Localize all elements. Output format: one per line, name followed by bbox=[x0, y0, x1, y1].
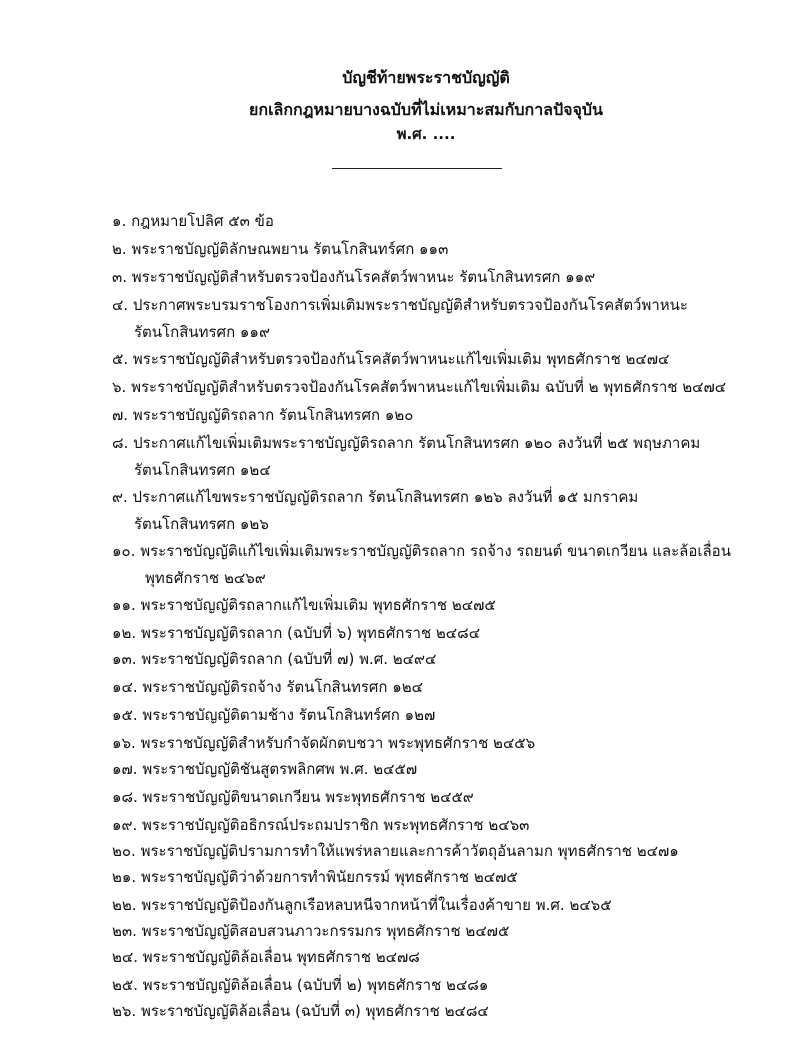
item-text: ประกาศพระบรมราชโองการเพิ่มเติมพระราชบัญญัติสำหรับตรวจป้องกันโรคสัตว์พาหนะ bbox=[132, 296, 688, 314]
list-item bbox=[112, 892, 792, 919]
title-line-2: ยกเลิกกฎหมายบางฉบับที่ไม่เหมาะสมกับกาลปัจจุบัน bbox=[249, 100, 603, 119]
list-item bbox=[112, 918, 792, 945]
item-text: พระราชบัญญัติรถลากแก้ไขเพิ่มเติม พุทธศักราช ๒๔๗๕ bbox=[140, 596, 496, 614]
item-text: พระราชบัญญัติแก้ไขเพิ่มเติมพระราชบัญญัติรถลาก รถจ้าง รถยนต์ ขนาดเกวียน และล้อเลื่อน bbox=[140, 542, 731, 560]
item-text: พระราชบัญญัติอธิกรณ์ประถมปราชิก พระพุทธศักราช ๒๔๖๓ bbox=[142, 816, 530, 834]
item-text: พระราชบัญญัติสำหรับตรวจป้องกันโรคสัตว์พาหนะ รัตนโกสินทรศก ๑๑๙ bbox=[131, 268, 596, 286]
list-item bbox=[112, 592, 792, 619]
list-item bbox=[112, 374, 792, 401]
item-number: ๒๔. bbox=[112, 948, 143, 966]
list-item bbox=[112, 402, 792, 429]
item-continuation: พุทธศักราช ๒๔๖๙ bbox=[145, 569, 266, 587]
item-number: ๑๘. bbox=[112, 788, 143, 806]
item-number: ๑๕. bbox=[112, 706, 143, 724]
list-item bbox=[112, 730, 792, 757]
item-number: ๑๓. bbox=[112, 650, 142, 668]
list-item bbox=[112, 944, 792, 971]
list-item bbox=[112, 264, 792, 291]
list-item bbox=[112, 702, 792, 729]
list-item bbox=[112, 208, 792, 235]
list-item bbox=[112, 812, 792, 839]
item-text: พระราชบัญญัติสำหรับตรวจป้องกันโรคสัตว์พาหนะแก้ไขเพิ่มเติม พุทธศักราช ๒๔๗๔ bbox=[132, 350, 670, 368]
list-item bbox=[112, 484, 792, 538]
item-text: พระราชบัญญัติสำหรับตรวจป้องกันโรคสัตว์พาหนะแก้ไขเพิ่มเติม ฉบับที่ ๒ พุทธศักราช ๒๔๗๔ bbox=[131, 378, 727, 396]
item-number: ๗. bbox=[112, 406, 133, 424]
item-number: ๒๑. bbox=[112, 868, 141, 886]
item-number: ๑๒. bbox=[112, 624, 141, 642]
item-number: ๑๙. bbox=[112, 816, 143, 834]
item-number: ๑๔. bbox=[112, 678, 143, 696]
item-number: ๔. bbox=[112, 296, 133, 314]
item-number: ๒๖. bbox=[112, 1002, 141, 1020]
item-number: ๒๒. bbox=[112, 896, 142, 914]
item-text: พระราชบัญญัติปรามการทำให้แพร่หลายและการค้าวัตถุอันลามก พุทธศักราช ๒๔๗๑ bbox=[140, 842, 679, 860]
item-continuation: รัตนโกสินทรศก ๑๒๔ bbox=[134, 461, 271, 479]
item-text: พระราชบัญญัติล้อเลื่อน (ฉบับที่ ๓) พุทธศักราช ๒๔๘๔ bbox=[140, 1002, 489, 1020]
list-item bbox=[112, 972, 792, 999]
item-text: พระราชบัญญัติรถจ้าง รัตนโกสินทรศก ๑๒๔ bbox=[142, 678, 424, 696]
item-number: ๑๐. bbox=[112, 542, 141, 560]
item-text: พระราชบัญญัติรถลาก (ฉบับที่ ๗) พ.ศ. ๒๔๙๔ bbox=[141, 650, 437, 668]
item-continuation: รัตนโกสินทรศก ๑๑๙ bbox=[134, 323, 270, 341]
list-item bbox=[112, 674, 792, 701]
item-text: พระราชบัญญัติล้อเลื่อน (ฉบับที่ ๒) พุทธศักราช ๒๔๘๑ bbox=[142, 976, 489, 994]
list-item bbox=[112, 838, 792, 865]
item-text: พระราชบัญญัติลักษณพยาน รัตนโกสินทร์ศก ๑๑๓ bbox=[131, 240, 449, 258]
list-item bbox=[112, 430, 792, 484]
item-text: พระราชบัญญัติว่าด้วยการทำพินัยกรรม์ พุทธศักราช ๒๔๗๕ bbox=[140, 868, 518, 886]
item-number: ๖. bbox=[112, 378, 132, 396]
item-text: พระราชบัญญัติสอบสวนภาวะกรรมกร พุทธศักราช ๒๔๗๕ bbox=[141, 922, 510, 940]
item-number: ๒๕. bbox=[112, 976, 143, 994]
item-text: พระราชบัญญัติสำหรับกำจัดผักตบชวา พระพุทธศักราช ๒๔๕๖ bbox=[140, 734, 536, 752]
list-item bbox=[112, 998, 792, 1025]
item-number: ๒๐. bbox=[112, 842, 141, 860]
item-number: ๒๓. bbox=[112, 922, 142, 940]
list-item bbox=[112, 538, 792, 592]
item-continuation: รัตนโกสินทรศก ๑๒๖ bbox=[134, 515, 269, 533]
item-text: พระราชบัญญัติล้อเลื่อน พุทธศักราช ๒๔๗๘ bbox=[142, 948, 420, 966]
item-text: กฎหมายโปลิศ ๕๓ ข้อ bbox=[131, 212, 274, 230]
list-item bbox=[112, 346, 792, 373]
list-item bbox=[112, 620, 792, 647]
list-item bbox=[112, 756, 792, 783]
title-line-3: พ.ศ. .... bbox=[396, 125, 456, 143]
item-number: ๑๗. bbox=[112, 760, 143, 778]
item-number: ๑. bbox=[112, 212, 132, 230]
item-text: พระราชบัญญัติชันสูตรพลิกศพ พ.ศ. ๒๔๕๗ bbox=[142, 760, 418, 778]
item-number: ๑๑. bbox=[112, 596, 141, 614]
title-line-1: บัญชีท้ายพระราชบัญญัติ bbox=[342, 68, 510, 87]
item-number: ๓. bbox=[112, 268, 132, 286]
item-number: ๕. bbox=[112, 350, 133, 368]
list-item bbox=[112, 646, 792, 673]
item-text: พระราชบัญญัติตามช้าง รัตนโกสินทร์ศก ๑๒๗ bbox=[142, 706, 436, 724]
list-item bbox=[112, 784, 792, 811]
item-text: ประกาศแก้ไขเพิ่มเติมพระราชบัญญัติรถลาก รัตนโกสินทรศก ๑๒๐ ลงวันที่ ๒๕ พฤษภาคม bbox=[133, 434, 701, 452]
list-item bbox=[112, 864, 792, 891]
item-text: พระราชบัญญัติขนาดเกวียน พระพุทธศักราช ๒๔๕๙ bbox=[142, 788, 474, 806]
title-underline bbox=[332, 168, 502, 169]
item-text: พระราชบัญญัติป้องกันลูกเรือหลบหนีจากหน้าที่ในเรื่องค้าขาย พ.ศ. ๒๔๖๕ bbox=[141, 896, 612, 914]
item-number: ๙. bbox=[112, 488, 133, 506]
item-number: ๘. bbox=[112, 434, 134, 452]
item-number: ๒. bbox=[112, 240, 132, 258]
list-item bbox=[112, 236, 792, 263]
item-text: พระราชบัญญัติรถลาก รัตนโกสินทรศก ๑๒๐ bbox=[132, 406, 414, 424]
list-item bbox=[112, 292, 792, 346]
item-text: ประกาศแก้ไขพระราชบัญญัติรถลาก รัตนโกสินทรศก ๑๒๖ ลงวันที่ ๑๕ มกราคม bbox=[132, 488, 639, 506]
item-number: ๑๖. bbox=[112, 734, 141, 752]
item-text: พระราชบัญญัติรถลาก (ฉบับที่ ๖) พุทธศักราช ๒๔๘๔ bbox=[140, 624, 481, 642]
